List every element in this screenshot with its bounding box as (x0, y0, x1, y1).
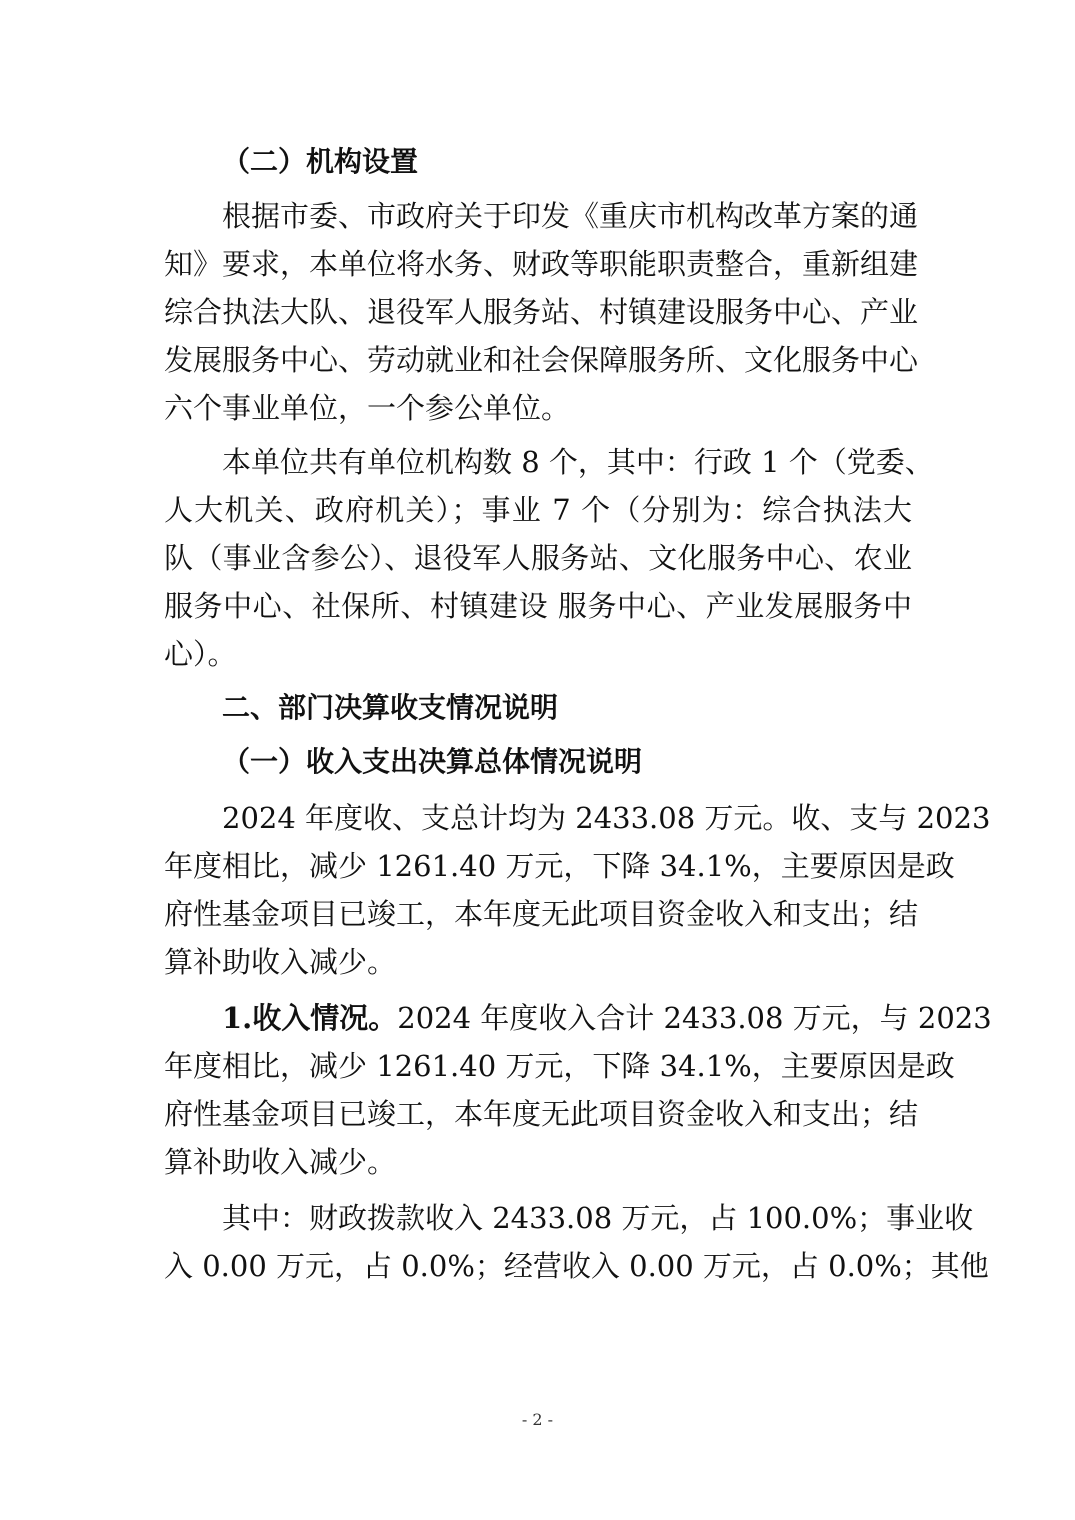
text-line: 心）。 (164, 637, 237, 671)
income-lead: 1.收入情况。 (222, 1001, 398, 1035)
text-line: 综合执法大队、退役军人服务站、村镇建设服务中心、产业 (164, 295, 919, 329)
page-number: - 2 - (521, 1410, 554, 1429)
text-line: 年度相比，减少 1261.40 万元，下降 34.1%，主要原因是政 (164, 1049, 955, 1083)
text-line: 人大机关、政府机关）；事业 7 个（分别为：综合执法大 (164, 493, 912, 527)
text-line: 知》要求，本单位将水务、财政等职能职责整合，重新组建 (164, 247, 919, 281)
paragraph-budget-1 (164, 794, 991, 986)
text-line: 其中：财政拨款收入 2433.08 万元，占 100.0%；事业收 (222, 1201, 974, 1235)
text-line: 府性基金项目已竣工，本年度无此项目资金收入和支出；结 (164, 1097, 919, 1131)
text-line: 发展服务中心、劳动就业和社会保障服务所、文化服务中心 (164, 343, 919, 377)
text-line (164, 994, 992, 1042)
text-line: 2024 年度收、支总计均为 2433.08 万元。收、支与 2023 (222, 801, 991, 835)
section-heading-org: （二）机构设置 (222, 145, 419, 178)
text-line: 入 0.00 万元，占 0.0%；经营收入 0.00 万元，占 0.0%；其他 (164, 1249, 989, 1283)
text-line: 根据市委、市政府关于印发《重庆市机构改革方案的通 (222, 199, 919, 233)
text-line: 本单位共有单位机构数 8 个，其中：行政 1 个（党委、 (222, 445, 934, 479)
text-line: 六个事业单位，一个参公单位。 (164, 391, 571, 425)
document-body (164, 138, 992, 1290)
text-line: 队（事业含参公）、退役军人服务站、文化服务中心、农业 (164, 541, 912, 575)
section-heading-budget: 二、部门决算收支情况说明 (222, 691, 559, 724)
text-line: 算补助收入减少。 (164, 945, 397, 979)
paragraph-income-breakdown (164, 1194, 989, 1290)
text-line: 算补助收入减少。 (164, 1145, 397, 1179)
paragraph-income (164, 994, 992, 1186)
text-line: 年度相比，减少 1261.40 万元，下降 34.1%，主要原因是政 (164, 849, 955, 883)
subsection-heading-overview: （一）收入支出决算总体情况说明 (222, 745, 643, 778)
text-line: 府性基金项目已竣工，本年度无此项目资金收入和支出；结 (164, 897, 919, 931)
income-text: 2024 年度收入合计 2433.08 万元，与 2023 (397, 1001, 992, 1035)
text-line: 服务中心、社保所、村镇建设 服务中心、产业发展服务中 (164, 589, 912, 623)
paragraph-org-2 (164, 438, 934, 678)
paragraph-org-1 (164, 192, 919, 432)
